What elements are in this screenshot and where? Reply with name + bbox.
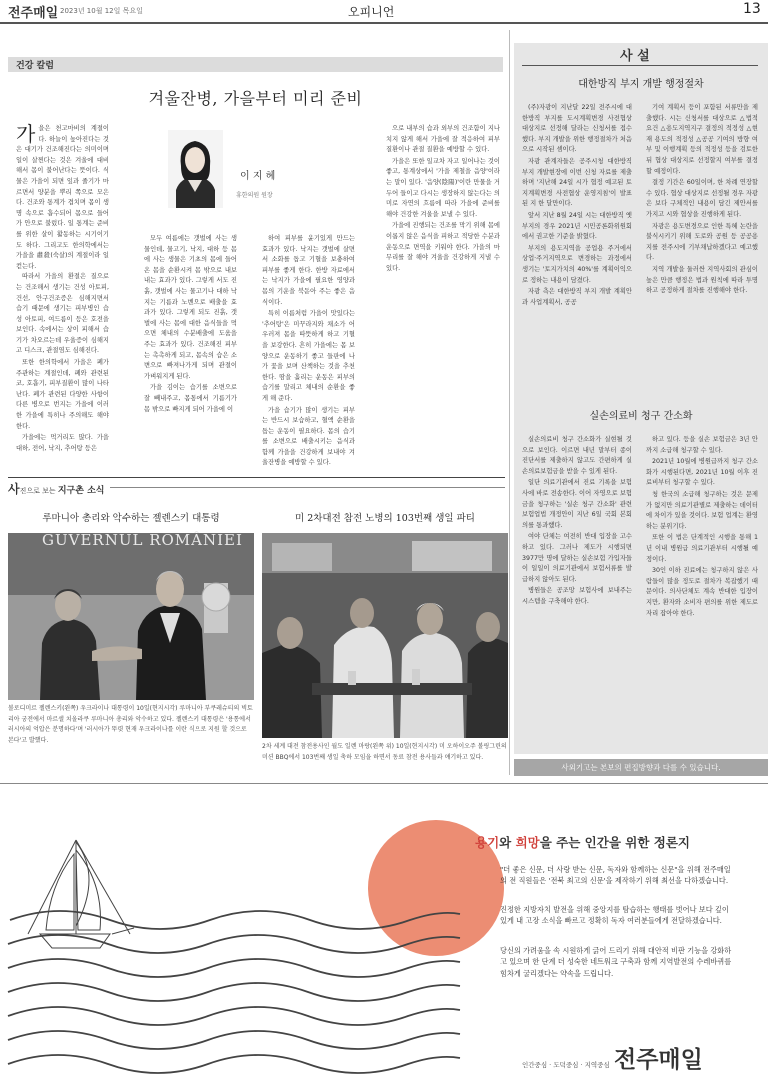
editorial-title-2: 실손의료비 청구 간소화 xyxy=(589,411,693,422)
editorial-paragraph: 부지의 용도지역을 공업용 주거에서 상업·주거지역으로 변경하는 과정에서 생기는 '토지가치의 40%'를 계획이익으로 정하는 내용이 담겼다. xyxy=(522,244,632,284)
column-paragraph: 특히 이름처럼 가을이 맛있다는 '추어탕'은 미꾸라지와 채소가 어우러져 몸을 따뜻하게 하고 기혈을 보강한다. 흔히 가을에는 몸 보양으로 운동하기 좋고 들판에 나가 꽃을 보며 산책하는 것을 추천한다. 땀을 흘리는 운동은 피부의 습기를 말리고 체내의 순환을 좋게 해 준다. xyxy=(262,310,355,402)
editorial-col-4 xyxy=(646,435,758,751)
editorial-paragraph: 병원들은 공조망 보험사에 보내주는 시스템을 구축해야 한다. xyxy=(522,587,632,605)
author-name: 이 지 혜 xyxy=(240,171,276,182)
disclaimer-bar xyxy=(514,759,768,776)
editorial-col-1 xyxy=(522,103,632,399)
section-name: 오피니언 xyxy=(348,5,395,19)
ad-slogan-hope: 희망 xyxy=(515,835,540,850)
photo1-image xyxy=(8,533,254,700)
ad-footer-logo: 전주매일 xyxy=(614,1046,703,1073)
column-lead-text: 을은 천고마비의 계절이다. 하늘이 높아진다는 것은 대기가 건조해진다는 의미이며 일이 살찐다는 것은 겨울에 대비해서 몸이 불어난다는 뜻이다. 식물은 가을이 되면 잎과 줄기가 마르면서 양분을 뿌리 쪽으로 모은다. 건조와 통계가 겹치며 몸이 생명 속으로 흡수되어 몸으로 들어가 안으로 불렀다. 일 통계는 준비를 위한 살이 활동하는 시기이기도 하다. 그리고도 한의학에서는 가을을 肅殺(숙살)의 계절이라 일컫는다. xyxy=(16,125,109,270)
editorial-paragraph: 30인 이하 진료에는 청구하지 않은 사람들이 많을 정도로 절차가 복잡했기 때문이다. 의사단체도 계속 반대한 입장이지만, 환자와 소비자 편의를 위한 제도로 자리 잡아야 한다. xyxy=(646,567,758,617)
editorial-paragraph: 일단 의료기관에서 진료 기록을 보험사에 바로 전송한다. 이어 자영으로 보험금을 청구하는 '실손 청구 간소화' 관련 보험업법 개정안이 지난 6일 국회 본회의를 통과했다. xyxy=(522,479,632,529)
disclaimer-text: 사외기고는 본보의 편집방향과 다를 수 있습니다. xyxy=(561,763,721,772)
editorial-paragraph: 자광 관계자들은 공주시청 대한방직 부지 개발현장에 이번 신청 자료를 제출하며 '지난해 24일 시가 협정 예고된 토지계획변경 사전협상 운영지침'이 발표된 지 한 달만이다. xyxy=(522,157,632,208)
editorial-paragraph: 하고 있다. 등을 실손 보험금은 3년 안까지 소급해 청구할 수 있다. xyxy=(646,436,758,454)
column-title: 겨울잔병, 가을부터 미리 준비 xyxy=(148,89,363,108)
paper-name: 전주매일 xyxy=(8,6,59,21)
column-col-1 xyxy=(16,124,109,454)
photo1-title: 루마니아 총리와 악수하는 젤렌스키 대통령 xyxy=(42,513,220,524)
author-affiliation: 휴한의원 원장 xyxy=(236,192,273,199)
ad-slogan-connector: 와 xyxy=(499,835,516,850)
ad-paragraph-3: 당신의 가려움을 속 시원하게 긁어 드리기 위해 대안적 비판 기능을 강화하고 있으며 한 단계 더 성숙한 네트워크 구축과 함께 지역발전의 수레바퀴를 힘차게 굴리겠다는 약속을 드립니다. xyxy=(500,946,732,978)
column-col-3 xyxy=(262,234,355,467)
author-portrait xyxy=(168,130,223,208)
author-photo-illustration xyxy=(168,130,223,208)
editorial-panel xyxy=(514,43,768,754)
column-paragraph: 모두 여름에는 갯벌에 사는 생물인데, 물고기, 낙지, 대하 등 몸에 사는 생물은 기초의 몸에 들어온 몸을 순환시켜 몸 밖으로 내보내는 효과가 있다. 그렇게 서도 진흙, 갯벌에 사는 물고기나 대하 낙지는 기름과 노벤으로 배출을 효과가 있다. 그렇게 되도 진흙, 갯벌에 사는 몸에 대한 음식들을 먹으면 체내의 수분배출에 도움을 주는 효과가 있다. 건조해진 피부는 촉촉하게 되고, 몸속의 습은 소변으로 빠져나가게 되며 관절이 가벼워지게 된다. xyxy=(144,235,237,380)
ad-slogan-courage: 용기 xyxy=(475,835,500,850)
column-paragraph: 가을 김이는 습기를 소변으로 잘 빼내주고, 몸통에서 기름기가 몸 밖으로 빠지게 되어 가을에 이 xyxy=(144,384,237,413)
editorial-paragraph: 자광은 용도변경으로 인한 특혜 논란을 불식시키기 위해 도로와 공원 등 공공용지를 전주시에 기부채납하겠다고 예고했다. xyxy=(646,222,758,262)
column-paragraph: 가을에는 먹거리도 많다. 가을 대하, 전어, 낙지, 추어탕 등은 xyxy=(16,434,109,452)
ad-slogan xyxy=(475,833,690,851)
advertisement-box xyxy=(0,783,768,1089)
issue-date: 2023년 10월 12일 목요일 xyxy=(60,7,143,15)
page-number: 13 xyxy=(743,1,761,17)
photo2-caption: 2차 세계 대전 참전용사인 월도 일렌 마랑(왼쪽 위) 10일(현지시각) 미 오하이오주 볼링그린의 미션 BBQ에서 103번째 생일 축하 모임을 하면서 동료 참전 용사들과 얘기하고 있다. xyxy=(262,743,507,761)
photo-news-header-emphasis: 지구촌 소식 xyxy=(57,486,105,496)
editorial-paragraph: 또한 이 법은 단계적인 시행을 통해 1년 이내 병원급 의료기관부터 시행될 예정이다. xyxy=(646,534,758,563)
editorial-paragraph: (주)자광이 지난달 22일 전주시에 대한방직 부지를 도시계획변경 사전협상 대상지로 선정해 달라는 신청서를 접수했다. 부지 개발을 위한 행정절차가 처음으로 시작된 셈이다. xyxy=(522,104,632,154)
column-col-4 xyxy=(386,124,500,454)
photo-news-header-text: 진으로 보는 xyxy=(19,487,58,495)
column-paragraph: 가을 습기가 많이 생기는 피부는 반드시 보습하고, 혈액 순환을 돕는 운동이 필요하다. 몸의 습기를 소변으로 배출시키는 음식과 함께 가을을 건강하게 보내야 겨울잔병을 예방할 수 있다. xyxy=(262,406,355,467)
dropcap: 가 xyxy=(16,122,36,146)
photo-news-header-rule xyxy=(110,487,505,488)
column-category: 건강 칼럼 xyxy=(16,61,54,71)
section-vertical-divider xyxy=(509,30,510,775)
photo2-illustration xyxy=(262,533,508,738)
editorial-paragraph: 여야 단체는 여전히 반대 입장을 고수하고 있다. 그러나 제도가 시행되면 3977만 명에 달하는 실손보험 가입자들이 일일이 의료기관에서 보험서류를 발급하지 않아도 된다. xyxy=(522,533,632,583)
column-paragraph: 가을은 또한 일교차 자고 일어나는 것이 좋고, 통계상에서 '가을 제철을 음양'이라는 말이 있다. '음양(陰陽)'이란 만물을 거두어 들이고 다시는 생장하지 않는다는 의미로 자연의 흐름에 따라 가을에 준비를 해야 건강한 겨울을 보낼 수 있다. xyxy=(386,157,500,218)
column-paragraph: 하여 피부를 윤기있게 만드는 효과가 있다. 낙지는 갯벌에 살면서 소화를 돕고 기혈을 보충하여 피부를 좋게 한다. 한방 자료에서는 낙지가 가을에 필요한 영양과 몸의 기운을 북돋아 주는 좋은 음식이다. xyxy=(262,235,355,306)
editorial-header: 사 설 xyxy=(620,49,650,64)
photo-news-top-rule xyxy=(8,477,505,478)
photo1-sign-text: GUVERNUL ROMÂNIEI xyxy=(42,531,243,549)
editorial-paragraph: 지역 개발을 둘러싼 지역사회의 관심이 높은 만큼 행정은 법과 원칙에 따라 투명하고 공정하게 절차를 진행해야 한다. xyxy=(646,265,758,295)
editorial-paragraph: 실손의료비 청구 간소화가 실현될 것으로 보인다. 이르면 내년 말부터 종이 진단서를 제출하지 않고도 간편하게 실손의료보험금을 받을 수 있게 된다. xyxy=(522,436,632,475)
photo-news-header xyxy=(8,480,104,496)
photo1-caption: 볼로디미르 젤렌스키(왼쪽) 우크라이나 대통령이 10일(현지시각) 루마니아 부쿠레슈티의 빅토리아 궁전에서 마르셀 치올라쿠 루마니아 총리와 악수하고 있다. 젤렌스키 대통령은 '용통에서 러시아의 억압은 분명하다'며 '러시아가 뚜렷 현재 우크라이나를 이란 식으로 지원 할 것으로 본다'고 발했다. xyxy=(8,705,253,744)
editorial-header-rule xyxy=(522,65,758,66)
photo2-image xyxy=(262,533,508,738)
editorial-paragraph: 결정 기간은 60일이며, 한 차례 연장할 수 있다. 협상 대상지로 선정될 경우 자광은 보다 구체적인 내용이 담긴 제안서를 가지고 시와 협상을 진행하게 된다. xyxy=(646,179,758,218)
ad-slogan-rest: 을 주는 인간을 위한 정론지 xyxy=(539,835,690,850)
editorial-col-2 xyxy=(646,103,758,399)
editorial-paragraph: 기여 계획서 등이 포함된 서류만을 제출했다. 시는 신청서를 대상으로 △법적 요건 △용도지역지구 결정의 적정성 △현재 용도의 적정성 △공공 기여의 방향 여부 및 이행계획 등의 적정성 등을 검토한 뒤 협상 대상지로 선정할지 여부를 결정할 예정이다. xyxy=(646,104,758,175)
photo2-title: 미 2차대전 참전 노병의 103번째 생일 파티 xyxy=(295,513,475,524)
masthead-divider xyxy=(0,22,768,24)
editorial-col-3 xyxy=(522,435,632,751)
editorial-paragraph: 청 한국의 소급해 청구하는 것은 문제가 없지만 의료기관별로 제출하는 데이터에 차이가 있을 것이다. 보험 업계는 환영하는 분위기다. xyxy=(646,490,758,530)
editorial-title-1: 대한방직 부지 개발 행정절차 xyxy=(578,79,704,90)
masthead xyxy=(0,0,768,24)
ad-paragraph-2: 진정한 지방자치 발전을 위해 중앙지를 탐습하는 행태를 벗어나 보다 깊이 있게 내 고장 소식을 빠르고 정확히 독자 여러분들에게 전달하겠습니다. xyxy=(500,905,729,926)
column-col-2 xyxy=(144,234,237,454)
photo1-illustration xyxy=(8,533,254,700)
column-paragraph: 으로 내부의 습과 외부의 건조함이 지나치지 않게 해서 가을에 잘 적응하여 피부 질환이나 관절 질환을 예방할 수 있다. xyxy=(386,125,500,154)
column-paragraph: 따라서 가을의 환절은 질으로 는 건조해서 생기는 건성 아토피, 건선, 안구건조증은 심해지면서 습기 때문에 생기는 피부병인 습성 아토피, 여드름이 등은 호전을 보인다. 속에서는 상이 피해서 습기가 차오르는데 우울증이 심해지고 디스크, 관절염도 심해진다. xyxy=(16,273,109,355)
editorial-paragraph: 2021년 10월에 병원급까지 청구 간소화가 시행된다면, 2021년 10월 이후 진료비부터 청구할 수 있다. xyxy=(646,458,758,487)
ad-footer-tagline: 인간중심 · 도덕중심 · 지역중심 xyxy=(522,1061,610,1069)
column-paragraph: 가을에 진행되는 건조를 막기 위해 몸에 이롭지 않은 음식을 피하고 적당한 수분과 운동으로 면역을 키워야 한다. 가을의 마무리를 잘 해야 겨울을 건강하게 지낼 수 있다. xyxy=(386,222,500,272)
column-paragraph: 또한 한의학에서 가을은 폐가 주관하는 계절인데, 폐와 관련된 코, 호흡기, 피부질환이 많이 나타난다. 폐가 관련된 다양한 사항이 다른 병으로 번지는 가을에 이러한 가을에 특히나 주의해도 해야 한다. xyxy=(16,359,109,430)
ad-paragraph-1: "더 좋은 신문, 더 사랑 받는 신문, 독자와 함께하는 신문"을 위해 전주매일의 전 직원들은 '전북 최고의 신문'을 제작하기 위해 최선을 다하겠습니다. xyxy=(500,865,731,886)
column-category-bar xyxy=(8,57,503,72)
photo-news-header-initial: 사 xyxy=(8,482,20,496)
editorial-paragraph: 앞서 지난 8월 24일 시는 대한방직 옛 부지의 경우 2021년 시민공론화위원회에서 권고한 기준을 밝혔다. xyxy=(522,211,632,241)
editorial-paragraph: 자광 측은 대한방직 부지 개발 계획안과 사업계획서, 공공 xyxy=(522,288,632,306)
